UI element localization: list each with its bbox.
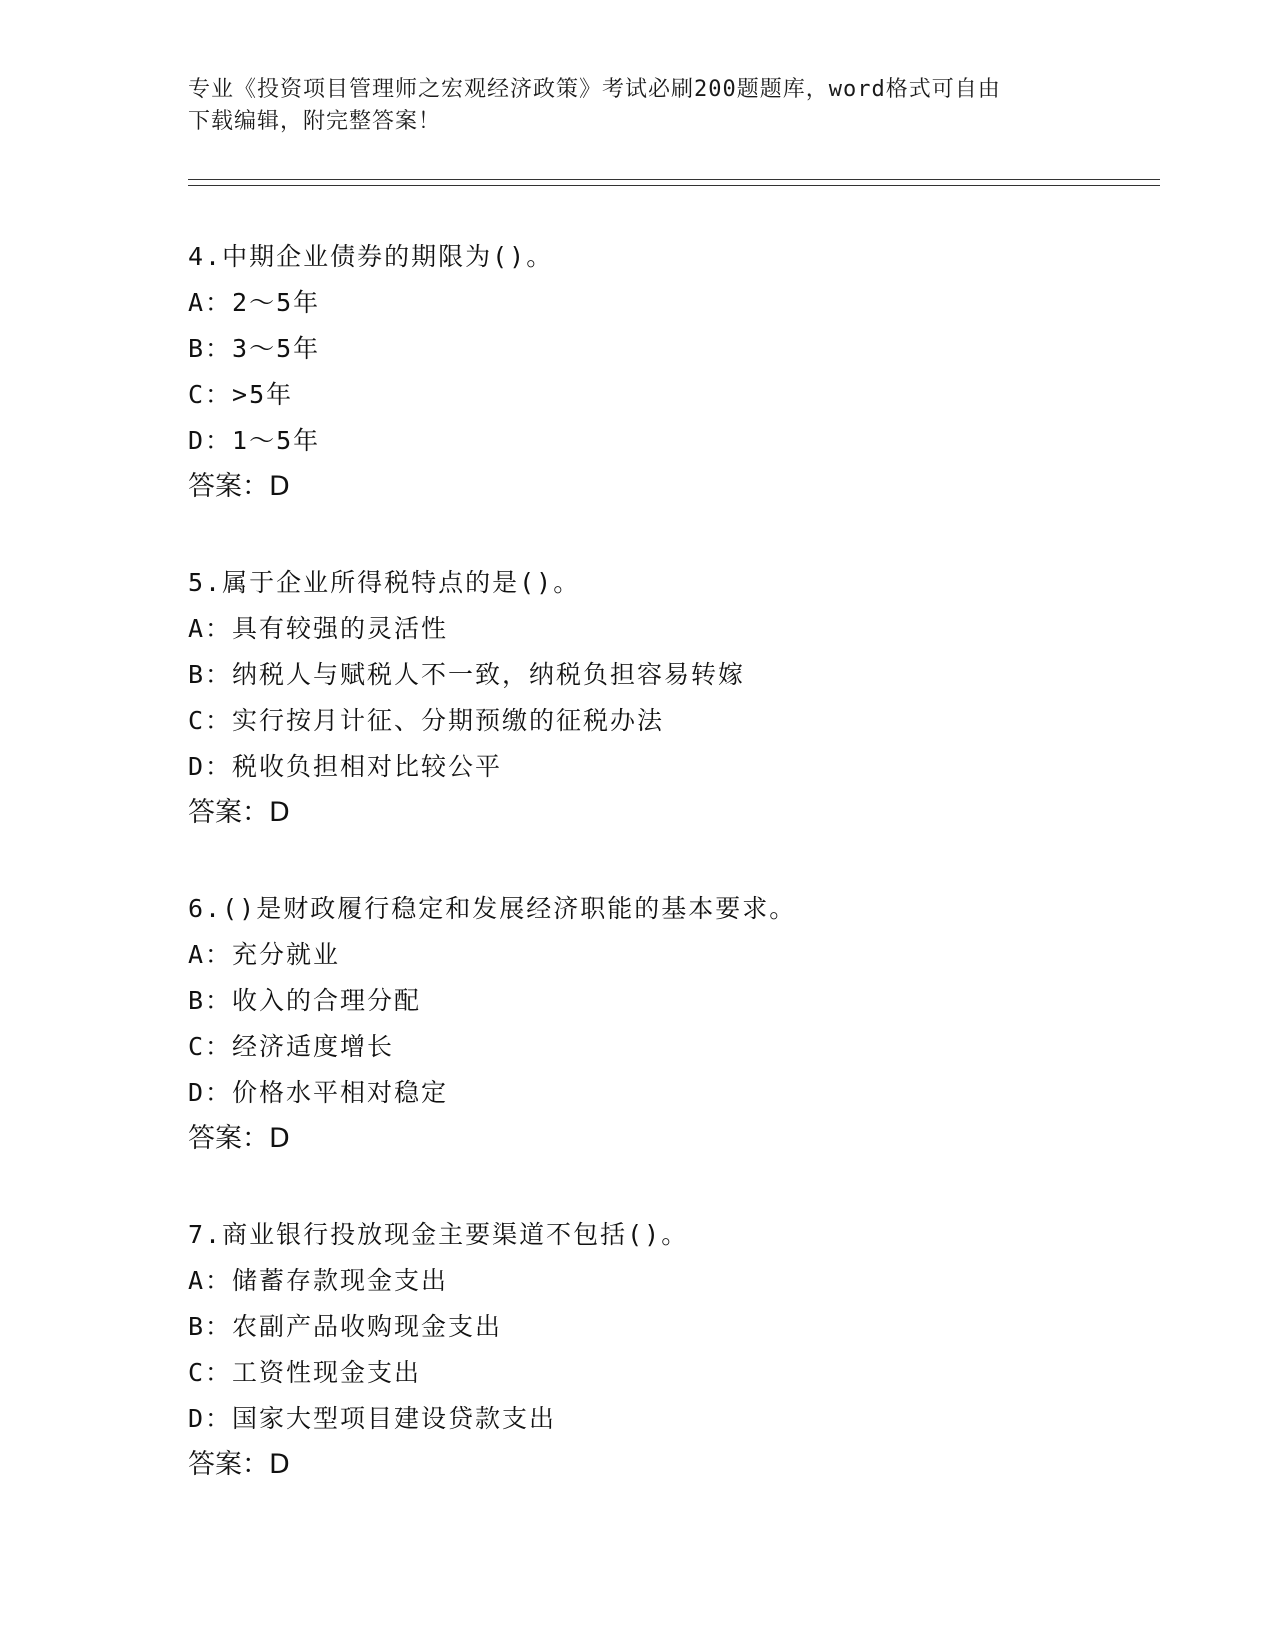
option-a: A：具有较强的灵活性: [188, 614, 449, 643]
question-title: 7.商业银行投放现金主要渠道不包括()。: [188, 1220, 689, 1249]
option-c: C：经济适度增长: [188, 1032, 395, 1061]
question-5: [188, 560, 1160, 836]
answer-line: 答案：D: [188, 1449, 290, 1480]
option-d: D：国家大型项目建设贷款支出: [188, 1404, 557, 1433]
option-d: D：价格水平相对稳定: [188, 1078, 449, 1107]
header-description-line-1: 专业《投资项目管理师之宏观经济政策》考试必刷200题题库，word格式可自由: [188, 77, 1001, 102]
question-title: 6.()是财政履行稳定和发展经济职能的基本要求。: [188, 894, 797, 923]
option-b: B：收入的合理分配: [188, 986, 422, 1015]
option-b: B：纳税人与赋税人不一致，纳税负担容易转嫁: [188, 660, 746, 689]
option-d: D：税收负担相对比较公平: [188, 752, 503, 781]
question-6: [188, 886, 1160, 1162]
question-title: 5.属于企业所得税特点的是()。: [188, 568, 581, 597]
option-c: C：>5年: [188, 380, 294, 409]
answer-line: 答案：D: [188, 797, 290, 828]
option-a: A：充分就业: [188, 940, 341, 969]
option-b: B：3～5年: [188, 334, 321, 363]
option-b: B：农副产品收购现金支出: [188, 1312, 503, 1341]
option-c: C：实行按月计征、分期预缴的征税办法: [188, 706, 665, 735]
question-title: 4.中期企业债券的期限为()。: [188, 242, 554, 271]
question-7: [188, 1212, 1160, 1488]
header-divider: [188, 179, 1160, 186]
option-c: C：工资性现金支出: [188, 1358, 422, 1387]
question-4: [188, 234, 1160, 510]
option-a: A：储蓄存款现金支出: [188, 1266, 449, 1295]
option-a: A：2～5年: [188, 288, 321, 317]
answer-line: 答案：D: [188, 1123, 290, 1154]
option-d: D：1～5年: [188, 426, 321, 455]
header-description-line-2: 下载编辑，附完整答案！: [188, 109, 442, 134]
answer-line: 答案：D: [188, 471, 290, 502]
document-header: [188, 74, 1088, 138]
question-list: [188, 234, 1160, 1538]
